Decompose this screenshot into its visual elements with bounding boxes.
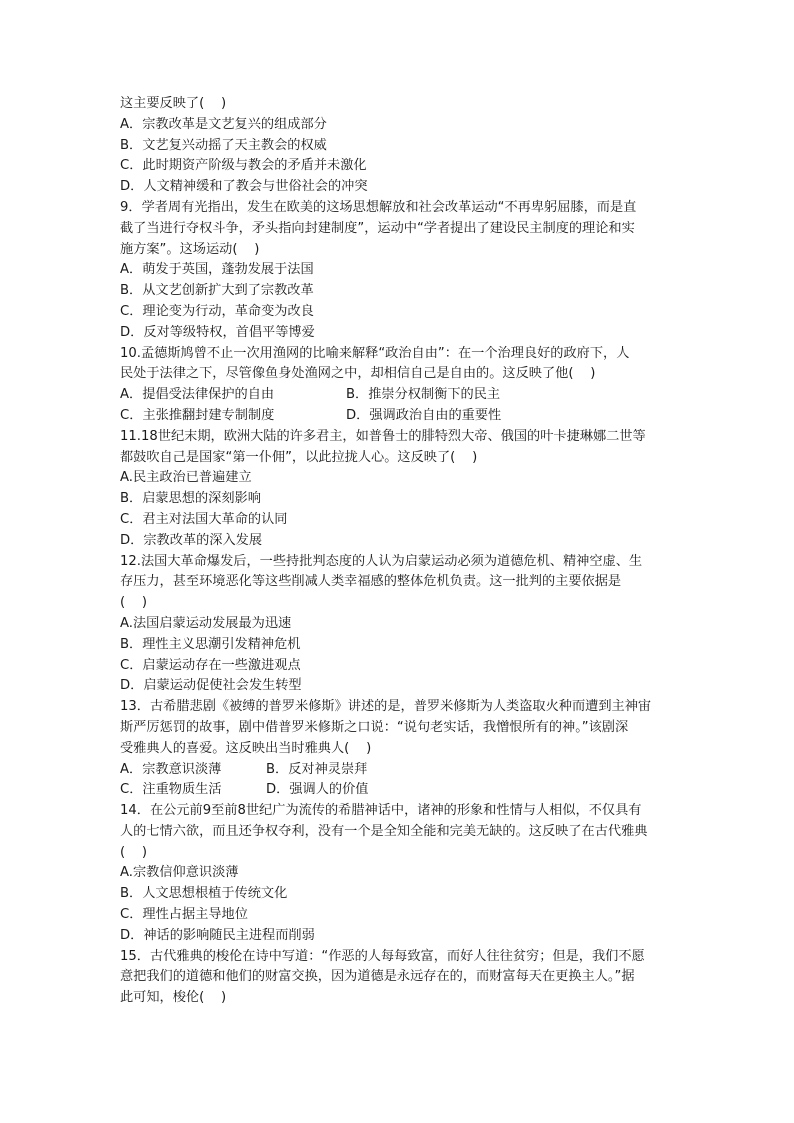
option-c: C．此时期资产阶级与教会的矛盾并未激化 (120, 158, 367, 174)
question-stem: ( ) (120, 595, 148, 611)
question-10 (120, 344, 680, 427)
question-15 (120, 947, 680, 1009)
option-a: A.宗教信仰意识淡薄 (120, 865, 239, 881)
option-a: A.民主政治已普遍建立 (120, 470, 252, 486)
option-d: D．强调人的价值 (266, 782, 369, 798)
option-d: D．神话的影响随民主进程而削弱 (120, 927, 315, 943)
option-b: B．文艺复兴动摇了天主教会的权威 (120, 137, 327, 153)
question-stem: 斯严厉惩罚的故事，剧中借普罗米修斯之口说：“说句老实话，我憎恨所有的神。”该剧深 (120, 719, 629, 735)
question-stem: 9．学者周有光指出，发生在欧美的这场思想解放和社会改革运动“不再卑躬屈膝，而是直 (120, 199, 637, 215)
option-c: C．理性占据主导地位 (120, 907, 248, 923)
option-a: A．萌发于英国，蓬勃发展于法国 (120, 262, 314, 278)
question-stem: 存压力，甚至环境恶化等这些削减人类幸福感的整体危机负责。这一批判的主要依据是 (120, 574, 622, 590)
option-a: A．宗教意识淡薄 (120, 761, 222, 777)
question-stem: 13．古希腊悲剧《被缚的普罗米修斯》讲述的是，普罗米修斯为人类盗取火种而遭到主神宙 (120, 699, 652, 715)
question-stem: 14．在公元前9至前8世纪广为流传的希腊神话中，诸神的形象和性情与人相似，不仅具有 (120, 803, 642, 819)
option-b: B．启蒙思想的深刻影响 (120, 491, 261, 507)
option-a: A．宗教改革是文艺复兴的组成部分 (120, 116, 327, 132)
option-d: D．启蒙运动促使社会发生转型 (120, 678, 302, 694)
option-d: D．宗教改革的深入发展 (120, 532, 263, 548)
question-stem: 人的七情六欲，而且还争权夺利，没有一个是全知全能和完美无缺的。这反映了在古代雅典 (120, 823, 648, 839)
option-b: B．从文艺创新扩大到了宗教改革 (120, 283, 314, 299)
question-13 (120, 697, 680, 801)
question-stem: 此可知，梭伦( ) (120, 990, 227, 1006)
option-a: A．提倡受法律保护的自由 (120, 387, 275, 403)
question-stem: 意把我们的道德和他们的财富交换，因为道德是永远存在的，而财富每天在更换主人。”据 (120, 969, 635, 985)
question-stem: 11.18世纪末期，欧洲大陆的许多君主，如普鲁士的腓特烈大帝、俄国的叶卡捷琳娜二世等 (120, 428, 646, 444)
option-d: D．反对等级特权，首倡平等博爱 (120, 324, 315, 340)
option-c: C．主张推翻封建专制制度 (120, 407, 275, 423)
option-row (120, 385, 680, 406)
option-b: B．人文思想根植于传统文化 (120, 886, 288, 902)
question-8 (120, 94, 680, 198)
option-row (120, 780, 680, 801)
question-stem: 10.孟德斯鸠曾不止一次用渔网的比喻来解释“政治自由”：在一个治理良好的政府下，人 (120, 345, 630, 361)
question-stem: 15．古代雅典的梭伦在诗中写道：“作恶的人每每致富，而好人往往贫穷；但是，我们不愿 (120, 948, 645, 964)
exam-page (120, 94, 680, 1009)
question-stem: 民处于法律之下，尽管像鱼身处渔网之中，却相信自己是自由的。这反映了他( ) (120, 366, 596, 382)
option-a: A.法国启蒙运动发展最为迅速 (120, 615, 292, 631)
question-stem: 截了当进行夺权斗争，矛头指向封建制度”，运动中“学者提出了建设民主制度的理论和实 (120, 220, 635, 236)
question-stem: ( ) (120, 844, 148, 860)
question-stem: 这主要反映了( ) (120, 96, 227, 111)
option-row (120, 760, 680, 781)
question-stem: 施方案”。这场运动( ) (120, 241, 260, 257)
option-c: C．启蒙运动存在一些激进观点 (120, 657, 301, 673)
option-c: C．君主对法国大革命的认同 (120, 511, 288, 527)
option-b: B．理性主义思潮引发精神危机 (120, 636, 301, 652)
question-12 (120, 552, 680, 698)
question-stem: 12.法国大革命爆发后，一些持批判态度的人认为启蒙运动必须为道德危机、精神空虚、生 (120, 553, 643, 569)
option-d: D．人文精神缓和了教会与世俗社会的冲突 (120, 179, 368, 195)
option-b: B．反对神灵崇拜 (266, 761, 368, 777)
option-b: B．推崇分权制衡下的民主 (346, 387, 501, 403)
question-11 (120, 427, 680, 552)
option-c: C．注重物质生活 (120, 782, 222, 798)
question-14 (120, 801, 680, 947)
question-9 (120, 198, 680, 344)
option-d: D．强调政治自由的重要性 (346, 407, 502, 423)
question-stem: 受雅典人的喜爱。这反映出当时雅典人( ) (120, 740, 372, 756)
option-c: C．理论变为行动，革命变为改良 (120, 303, 314, 319)
option-row (120, 406, 680, 427)
question-stem: 都鼓吹自己是国家“第一仆佣”，以此拉拢人心。这反映了( ) (120, 449, 478, 465)
